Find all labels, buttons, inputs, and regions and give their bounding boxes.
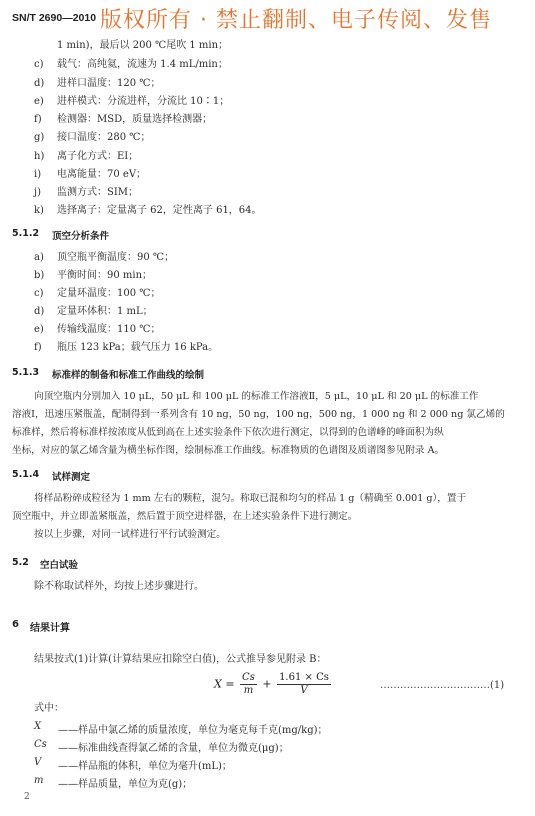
list-continuation-text: 1 min)，最后以 200 ℃尾吹 1 min；: [57, 40, 229, 51]
formula-fraction: [240, 672, 257, 697]
section-number: 5.2: [12, 557, 29, 568]
symbol-definition: ——标准曲线查得氯乙烯的含量，单位为微克(μg)；: [58, 743, 289, 754]
section-number: 6: [12, 619, 19, 630]
formula-denominator: V: [300, 685, 308, 696]
list-item-label: e): [34, 324, 44, 335]
paragraph-line: 结果按式(1)计算(计算结果应扣除空白值)，公式推导参见附录 B：: [34, 654, 327, 665]
formula-plus: +: [262, 677, 276, 691]
list-item-label: d): [34, 78, 45, 89]
equation-number: ……………………………(1): [380, 680, 505, 691]
paragraph-line: 按以上步骤，对同一试样进行平行试验测定。: [34, 529, 226, 540]
section-number: 5.1.4: [12, 469, 40, 480]
list-item-text: 进样口温度：120 ℃；: [57, 78, 161, 89]
section-title: 结果计算: [30, 623, 70, 634]
formula-fraction: [277, 672, 331, 697]
formula-denominator: m: [243, 685, 254, 696]
list-item-label: e): [34, 96, 44, 107]
symbol-definition: ——样品瓶的体积，单位为毫升(mL)；: [58, 761, 232, 772]
list-item-label: a): [34, 252, 44, 263]
symbol-definition: ——样品中氯乙烯的质量浓度，单位为毫克每千克(mg/kg)；: [58, 725, 328, 736]
paragraph-line: 除不称取试样外，均按上述步骤进行。: [34, 581, 204, 592]
list-item-text: 接口温度：280 ℃；: [57, 132, 151, 143]
symbol-term: Cs: [34, 739, 47, 750]
section-number: 5.1.2: [12, 228, 40, 239]
copyright-watermark: 版权所有 · 禁止翻制、电子传阅、发售: [100, 8, 492, 33]
section-title: 空白试验: [40, 560, 79, 571]
list-item-text: 传输线温度：110 ℃；: [57, 324, 161, 335]
list-item-label: f): [34, 114, 42, 125]
list-item-label: g): [34, 132, 45, 143]
paragraph-line: 标准样，然后将标准样按浓度从低到高在上述实验条件下依次进行测定，以得到的色谱峰的峰面积为纵: [12, 427, 444, 438]
list-item-text: 定量环体积：1 mL；: [57, 306, 153, 317]
paragraph-line: 溶液Ⅰ，迅速压紧瓶盖，配制得到一系列含有 10 ng，50 ng，100 ng，500 ng，1 000 ng 和 2 000 ng 氯乙烯的: [12, 409, 505, 420]
list-item-label: f): [34, 342, 42, 353]
list-item-label: c): [34, 59, 44, 70]
symbol-term: X: [34, 721, 42, 732]
formula-numerator: Cs: [242, 672, 255, 683]
section-number: 5.1.3: [12, 367, 40, 378]
list-item-text: 检测器：MSD，质量选择检测器；: [57, 114, 213, 125]
section-title: 标准样的制备和标准工作曲线的绘制: [52, 370, 205, 381]
list-item-text: 电离能量：70 eV；: [57, 169, 147, 180]
list-item-text: 载气：高纯氦，流速为 1.4 mL/min；: [57, 59, 228, 70]
paragraph-line: 坐标，对应的氯乙烯含量为横坐标作图，绘制标准工作曲线。标准物质的色谱图及质谱图参见附录 A。: [12, 445, 445, 456]
paragraph-line: 向顶空瓶内分别加入 10 μL，50 μL 和 100 μL 的标准工作溶液Ⅱ，5 μL，10 μL 和 20 μL 的标准工作: [34, 391, 479, 402]
list-item-text: 选择离子：定量离子 62，定性离子 61，64。: [57, 205, 262, 216]
list-item-text: 监测方式：SIM；: [57, 187, 139, 198]
where-label: 式中：: [34, 703, 64, 714]
list-item-text: 离子化方式：EI；: [57, 151, 139, 162]
formula-lhs: X =: [214, 677, 239, 691]
list-item-text: 瓶压 123 kPa；载气压力 16 kPa。: [57, 342, 219, 353]
list-item-label: b): [34, 270, 45, 281]
list-item-label: j): [34, 187, 42, 198]
section-title: 顶空分析条件: [52, 231, 110, 242]
formula-numerator: 1.61 × Cs: [279, 672, 329, 683]
page-number: 2: [24, 792, 30, 802]
section-title: 试样测定: [52, 472, 91, 483]
symbol-definition: ——样品质量，单位为克(g)；: [58, 779, 193, 790]
list-item-label: c): [34, 288, 44, 299]
standard-code: SN/T 2690—2010: [12, 12, 97, 24]
list-item-text: 顶空瓶平衡温度：90 ℃；: [57, 252, 175, 263]
list-item-label: k): [34, 205, 44, 216]
list-item-label: d): [34, 306, 45, 317]
list-item-text: 定量环温度：100 ℃；: [57, 288, 161, 299]
paragraph-line: 将样品粉碎成粒径为 1 mm 左右的颗粒，混匀。称取已混和均匀的样品 1 g（精确至 0.001 g），置于: [34, 493, 467, 504]
symbol-term: V: [34, 757, 42, 768]
list-item-label: i): [34, 169, 42, 180]
result-formula: [214, 672, 333, 697]
paragraph-line: 顶空瓶中，并立即盖紧瓶盖，然后置于顶空进样器，在上述实验条件下进行测定。: [12, 511, 358, 522]
symbol-term: m: [34, 775, 44, 786]
list-item-text: 进样模式：分流进样，分流比 10∶1；: [57, 96, 230, 107]
list-item-text: 平衡时间：90 min；: [57, 270, 153, 281]
list-item-label: h): [34, 151, 45, 162]
